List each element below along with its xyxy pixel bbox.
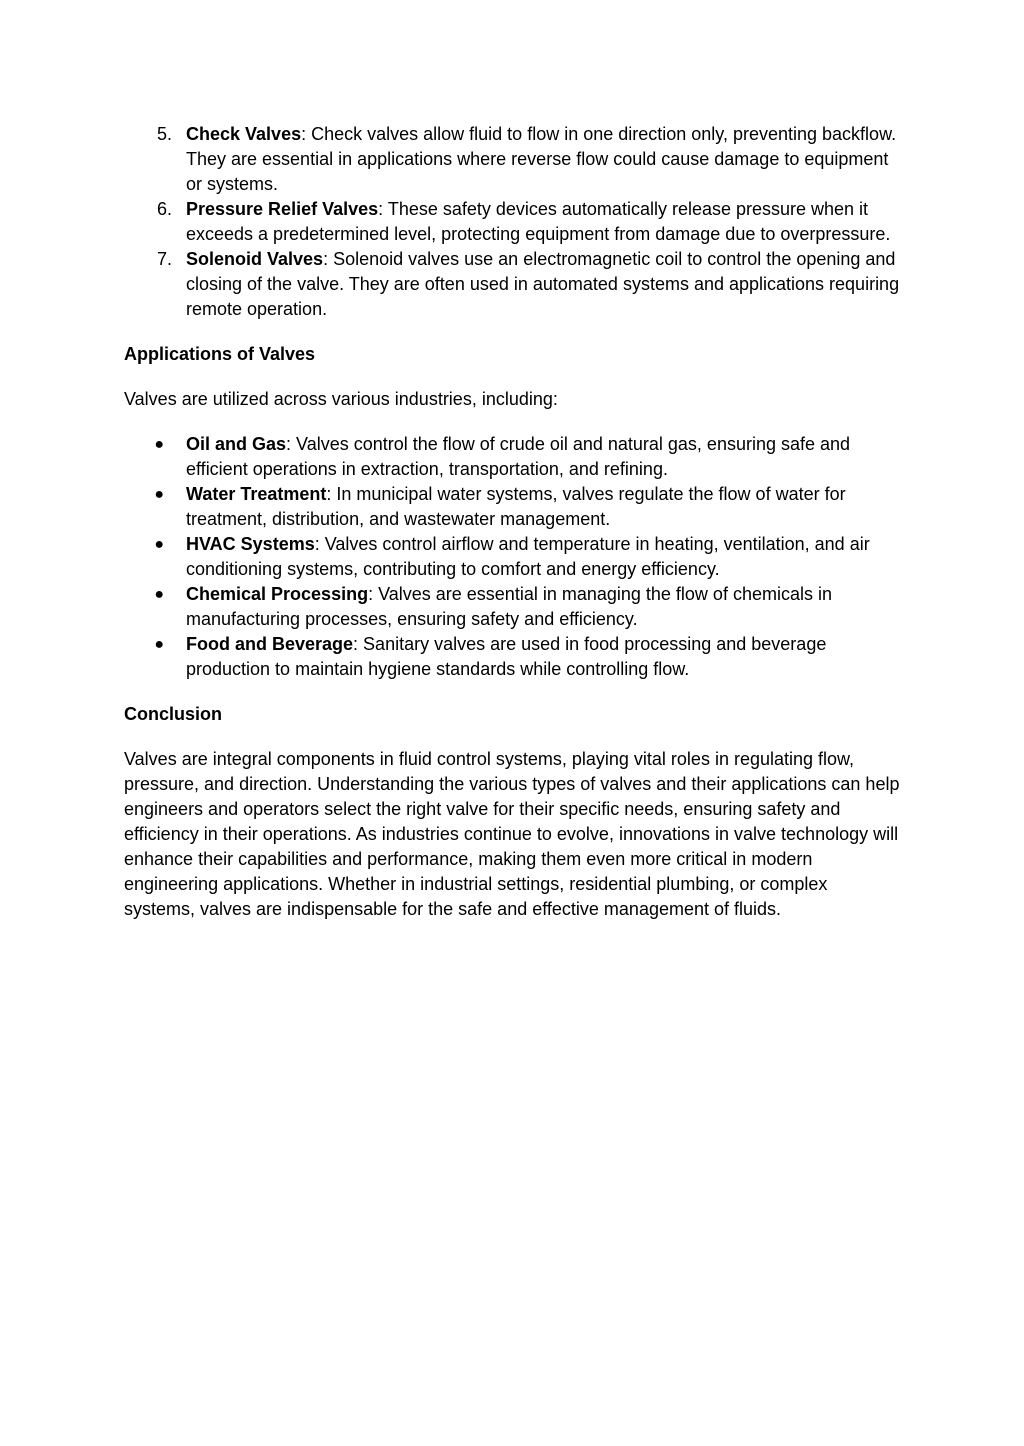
valve-types-list [124, 122, 900, 322]
list-item [124, 532, 900, 582]
list-item [124, 632, 900, 682]
list-item-text: : In municipal water systems, valves regulate the flow of water for treatment, distribution, and wastewater management. [186, 484, 846, 529]
list-item-term: Solenoid Valves [186, 249, 324, 269]
list-item [124, 247, 900, 322]
list-item-text: : Valves control the flow of crude oil and natural gas, ensuring safe and efficient operations in extraction, transportation, and refining. [186, 434, 851, 479]
list-number: 6. [156, 199, 172, 219]
list-item [124, 482, 900, 532]
list-number: 5. [156, 124, 172, 144]
applications-list [124, 432, 900, 682]
list-item-text: : Solenoid valves use an electromagnetic coil to control the opening and closing of the valve. They are often used in automated systems and applications requiring remote operation. [186, 249, 900, 319]
list-item [124, 432, 900, 482]
list-item-text: : Valves are essential in managing the flow of chemicals in manufacturing processes, ensuring safety and efficiency. [186, 584, 832, 629]
list-item-text: : Check valves allow fluid to flow in one direction only, preventing backflow. They are essential in applications where reverse flow could cause damage to equipment or systems. [186, 124, 897, 194]
conclusion-paragraph: Valves are integral components in fluid control systems, playing vital roles in regulating flow, pressure, and direction. Understanding the various types of valves and their applications can help engineers and operators select the right valve for their specific needs, ensuring safety and efficiency in their operations. As industries continue to evolve, innovations in valve technology will enhance their capabilities and performance, making them even more critical in modern engineering applications. Whether in industrial settings, residential plumbing, or complex systems, valves are indispensable for the safe and effective management of fluids. [124, 749, 900, 919]
list-item-term: Food and Beverage [186, 634, 354, 654]
list-item-term: Pressure Relief Valves [186, 199, 379, 219]
list-item-text: : Valves control airflow and temperature in heating, ventilation, and air conditioning systems, contributing to comfort and energy efficiency. [186, 534, 870, 579]
list-item [124, 122, 900, 197]
document-body [124, 122, 900, 922]
applications-intro: Valves are utilized across various industries, including: [124, 389, 558, 409]
list-item-term: HVAC Systems [186, 534, 315, 554]
bullet-icon: ● [154, 486, 164, 503]
bullet-icon: ● [154, 586, 164, 603]
list-number: 7. [156, 249, 172, 269]
list-item-term: Water Treatment [186, 484, 327, 504]
bullet-icon: ● [154, 436, 164, 453]
list-item [124, 582, 900, 632]
bullet-icon: ● [154, 636, 164, 653]
list-item-term: Check Valves [186, 124, 302, 144]
list-item-term: Oil and Gas [186, 434, 287, 454]
list-item [124, 197, 900, 247]
list-item-text: : These safety devices automatically release pressure when it exceeds a predetermined level, protecting equipment from damage due to overpressure. [186, 199, 891, 244]
conclusion-heading: Conclusion [124, 704, 222, 724]
bullet-icon: ● [154, 536, 164, 553]
applications-heading: Applications of Valves [124, 344, 316, 364]
list-item-term: Chemical Processing [186, 584, 369, 604]
list-item-text: : Sanitary valves are used in food processing and beverage production to maintain hygiene standards while controlling flow. [186, 634, 827, 679]
